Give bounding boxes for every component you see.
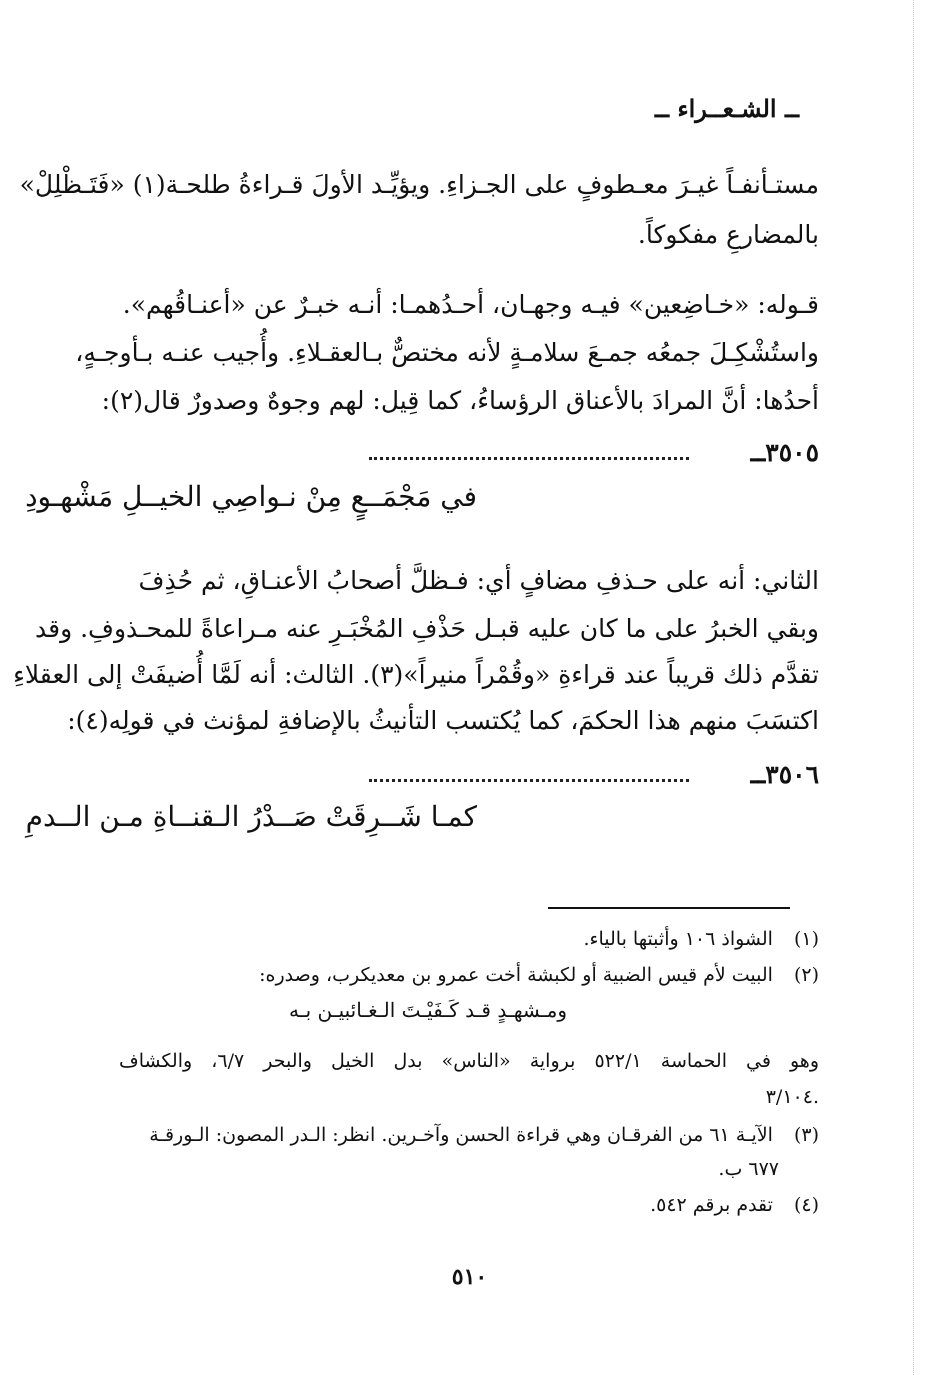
footnote-number: (٣) xyxy=(793,1124,819,1146)
body-line: مستـأنفـاً غيـرَ معـطوفٍ على الجـزاءِ. ويؤيِّـد الأولَ قـراءةُ طلحـة(١) «فَتَـظْلِلْ» xyxy=(19,170,819,199)
body-line: قـوله: «خـاضِعين» فيـه وجهـان، أحـدُهمـا: أنـه خبـرٌ عن «أعنـاقُهم». xyxy=(122,290,819,319)
footnote-text: الشواذ ١٠٦ وأثبتها بالياء. xyxy=(583,928,773,950)
footnote xyxy=(119,964,819,986)
running-head: ــ الشـعــراء ــ xyxy=(654,94,799,123)
footnote-text: تقدم برقم ٥٤٢. xyxy=(650,1194,773,1216)
footnote xyxy=(119,1194,819,1216)
body-line: أحدُها: أنَّ المرادَ بالأعناق الرؤساءُ، كما قِيل: لهم وجوهٌ وصدورٌ قال(٢): xyxy=(101,386,819,415)
verse-number: ٣٥٠٦ــ xyxy=(750,760,819,789)
verse-text: في مَجْمَــعٍ مِنْ نـواصِي الخيــلِ مَشْهـودِ xyxy=(25,480,477,513)
verse-dotted-line xyxy=(369,457,689,460)
footnote-number: (٤) xyxy=(793,1194,819,1216)
body-line: تقدَّم ذلك قريباً عند قراءةِ «وقُمْراً منيراً»(٣). الثالث: أنه لَمَّا أُضيفَتْ إلى العقلاءِ xyxy=(13,660,819,689)
body-line: واستُشْكِـلَ جمعُه جمـعَ سلامـةٍ لأنه مختصٌّ بـالعقـلاءِ. وأُجيب عنـه بـأوجـهٍ، xyxy=(75,338,819,367)
footnote-number: (٢) xyxy=(793,964,819,986)
footnote-text: البيت لأم قيس الضبية أو لكبشة أخت عمرو بن معديكرب، وصدره: xyxy=(259,964,773,986)
footnote-text: ٣/١٠٤. xyxy=(765,1086,819,1108)
body-line: وبقي الخبرُ على ما كان عليه قبـل حَذْفِ المُخْبَـرِ عنه مـراعاةً للمحـذوفِ. وقد xyxy=(35,614,819,643)
footnote xyxy=(119,1124,819,1146)
footnote-text: الآيـة ٦١ من الفرقـان وهي قراءة الحسن وآخـرين. انظر: الـدر المصون: الـورقـة xyxy=(149,1124,773,1146)
footnote-separator xyxy=(548,907,790,909)
footnote-number: (١) xyxy=(793,928,819,950)
footnote-text: وهو في الحماسة ٥٢٢/١ برواية «الناس» بدل الخيل والبحر ٦/٧، والكشاف xyxy=(119,1050,820,1072)
verse-number: ٣٥٠٥ــ xyxy=(750,438,819,467)
body-line: اكتسَبَ منهم هذا الحكمَ، كما يُكتسب التأنيثُ بالإضافةِ لمؤنث في قولِه(٤): xyxy=(67,706,819,735)
footnote-verse: ومـشهـدٍ قـد كَـفَيْـتَ الـغـائبيـن بـه xyxy=(288,998,567,1022)
footnote xyxy=(119,928,819,950)
body-line: بالمضارعِ مفكوكاً. xyxy=(637,220,819,249)
page-number: ٥١٠ xyxy=(451,1264,488,1290)
margin-dotted-line xyxy=(913,0,914,1375)
verse-dotted-line xyxy=(369,779,689,782)
verse-text: كمـا شَــرِقَتْ صَــدْرُ الـقنــاةِ مـن الــدمِ xyxy=(25,800,477,833)
footnote-text: ٦٧٧ ب. xyxy=(718,1158,779,1180)
body-line: الثاني: أنه على حـذفِ مضافٍ أي: فـظلَّ أصحابُ الأعنـاقِ، ثم حُذِفَ xyxy=(138,566,819,595)
